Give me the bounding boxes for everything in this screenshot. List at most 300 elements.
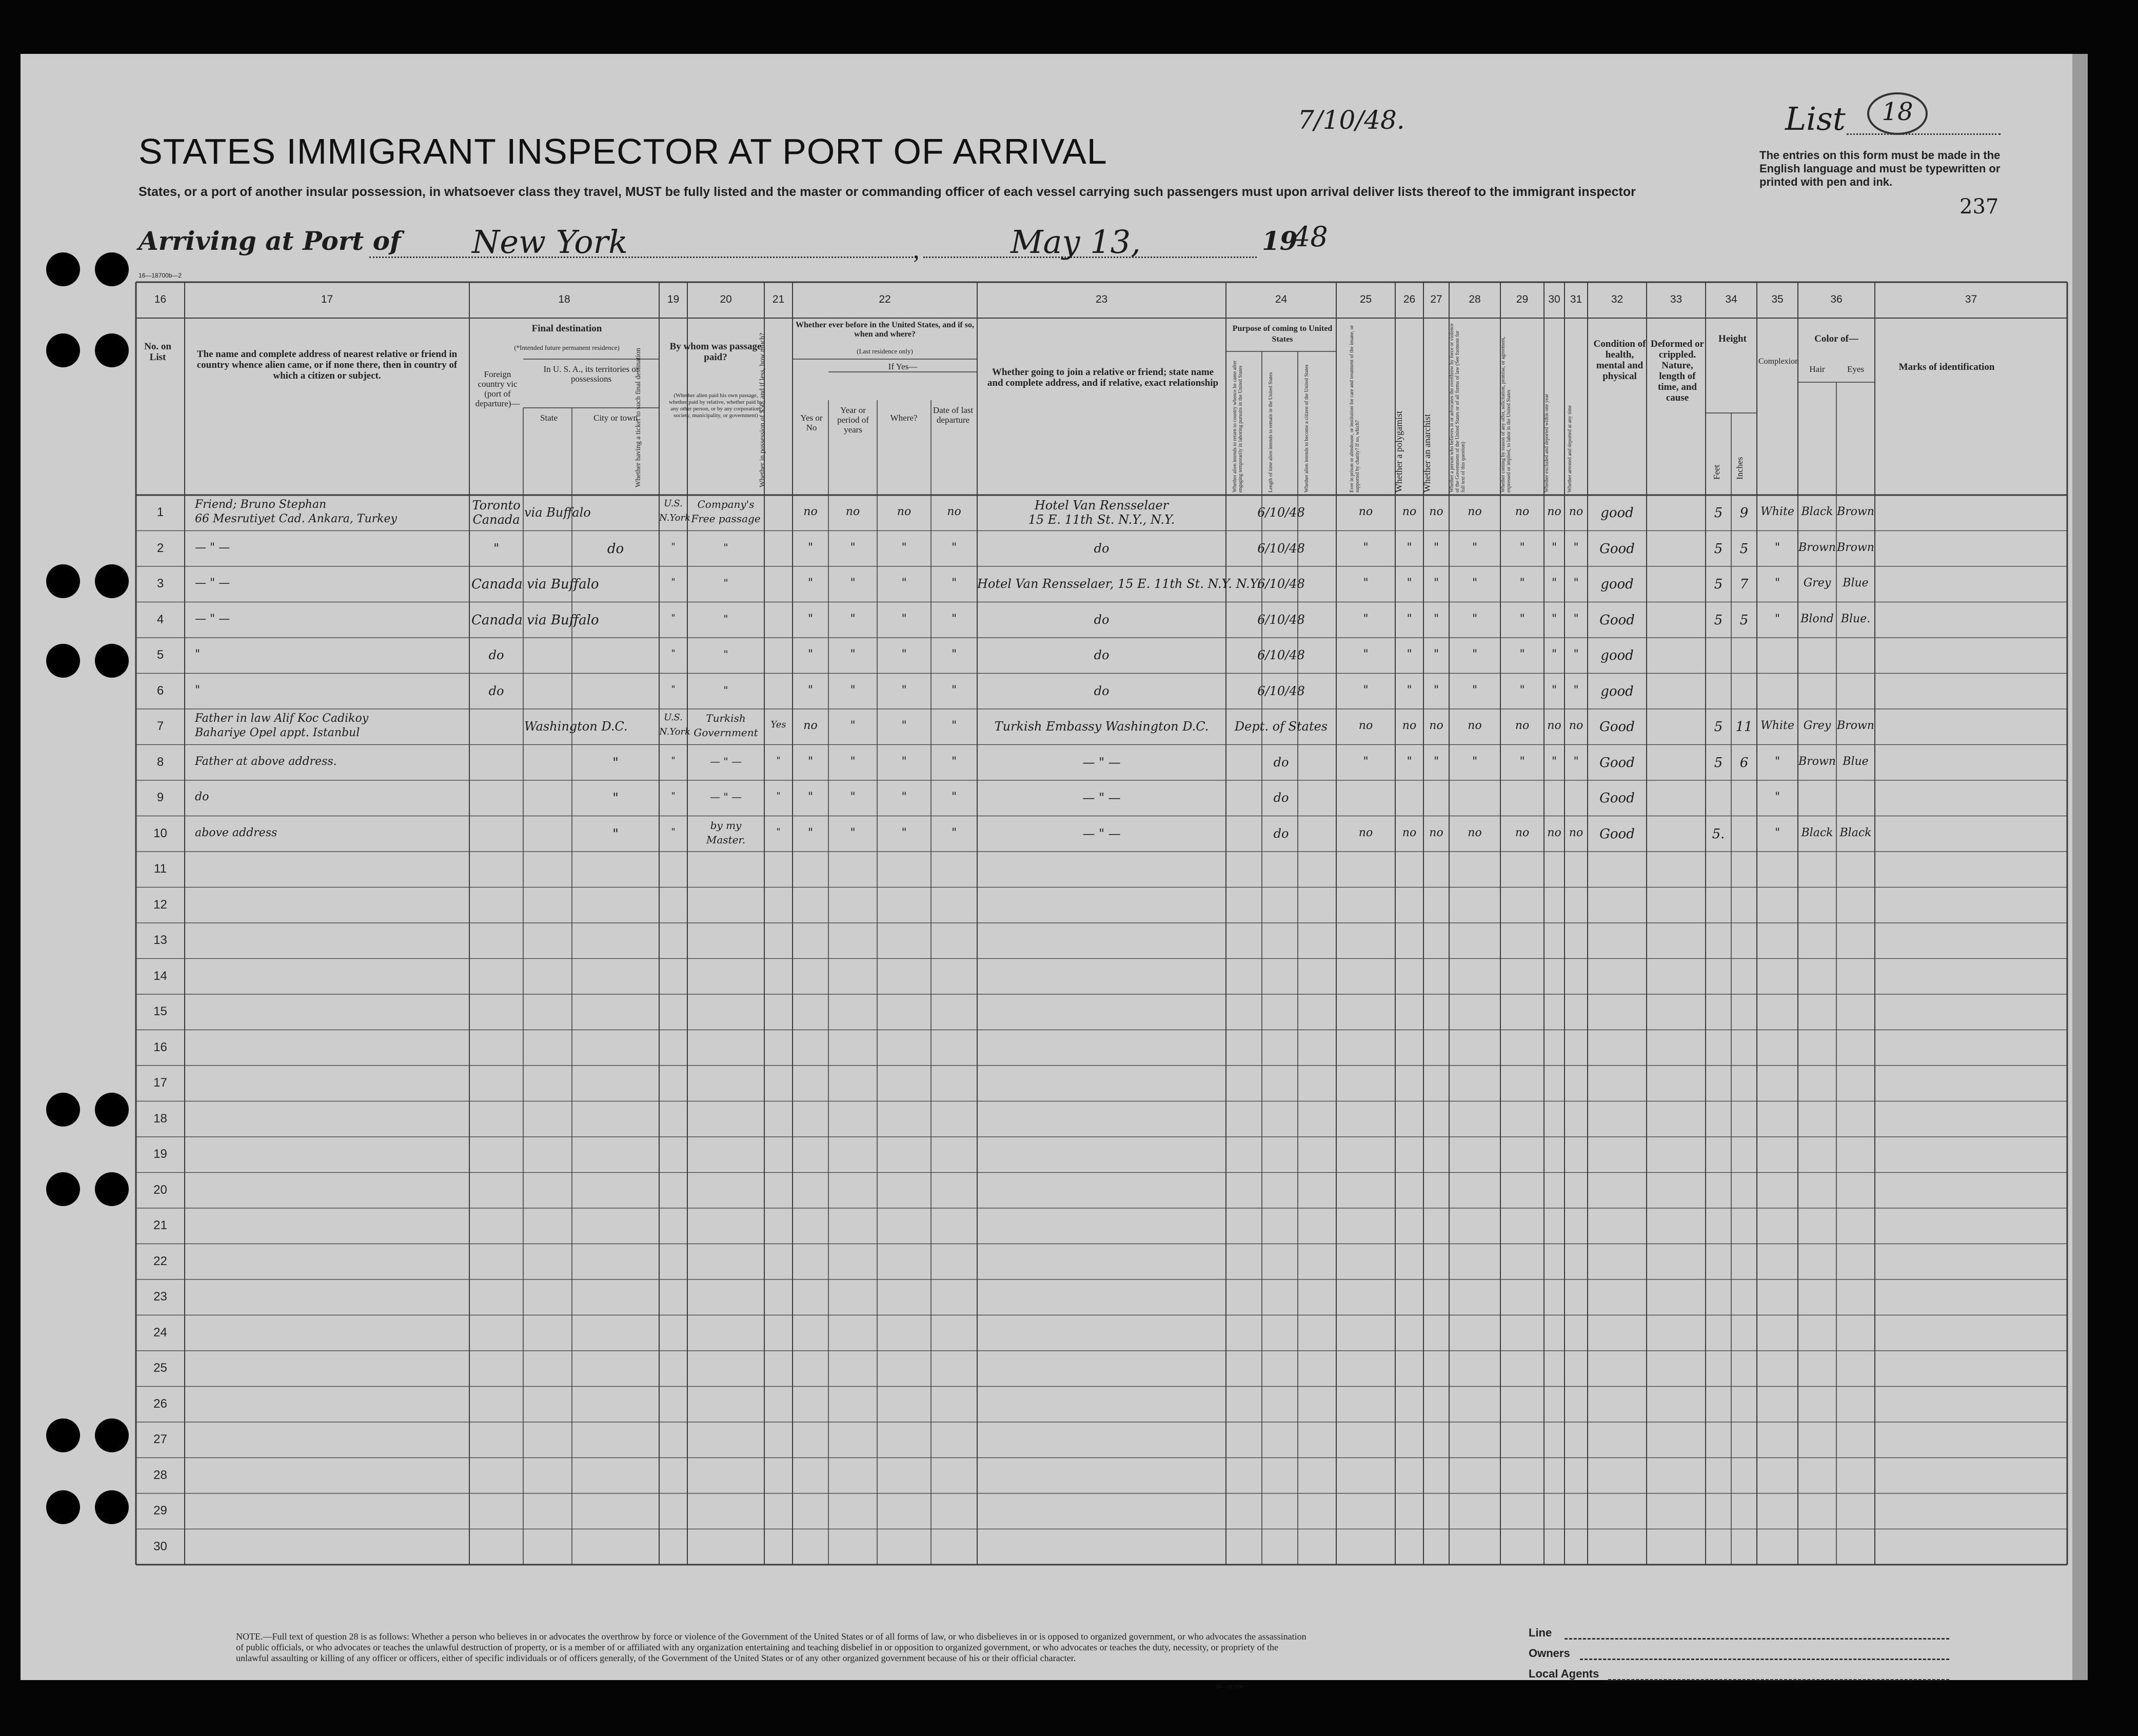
question-30: no — [1547, 826, 1561, 839]
question-29: " — [1519, 683, 1525, 697]
footer-form-code: 16—18700b — [1216, 1684, 1244, 1690]
purpose: do — [1273, 755, 1289, 770]
row-number: 6 — [156, 683, 164, 698]
column-number: 23 — [1095, 293, 1108, 305]
binder-hole — [46, 1172, 80, 1206]
eye-color: Blue. — [1840, 612, 1871, 625]
hair-color: Blond — [1800, 612, 1834, 625]
relative-address: — " — — [195, 612, 230, 625]
question-29: no — [1515, 826, 1530, 839]
question-31: " — [1573, 577, 1579, 589]
row-number: 19 — [153, 1147, 167, 1161]
ticket: " — [671, 648, 676, 659]
health-condition: Good — [1599, 719, 1635, 735]
header-col22-yesno: Yes or No — [800, 413, 823, 432]
arriving-label: Arriving at Port of — [138, 226, 401, 256]
previous-us-yes-no: " — [807, 648, 814, 661]
relative-address: 66 Mesrutiyet Cad. Ankara, Turkey — [195, 512, 397, 525]
column-number: 24 — [1275, 293, 1288, 305]
column-number: 30 — [1548, 293, 1560, 305]
header-col24-a: Whether alien intends to return to country whence he came after engaging temporarily in laboring pursuits in the United States — [1232, 360, 1243, 492]
question-26: " — [1407, 577, 1412, 589]
complexion: White — [1760, 719, 1794, 732]
question-28: " — [1472, 541, 1478, 554]
header-col34: Height — [1718, 333, 1747, 344]
previous-us-years: " — [850, 791, 856, 803]
form-code: 16—18700b—2 — [138, 272, 182, 279]
purpose: 6/10/48 — [1257, 577, 1305, 591]
previous-us-yes-no: no — [803, 505, 818, 518]
eye-color: Brown — [1837, 541, 1874, 554]
header-col28: Whether a person who believes in or advocates the overthrow by force or violence of the Government of the United States or of all forms of law (See footnote for full text of this question) — [1449, 323, 1466, 492]
height-feet: 5 — [1714, 612, 1723, 628]
purpose: 6/10/48 — [1257, 683, 1305, 698]
binder-hole — [46, 1490, 80, 1524]
health-condition: good — [1600, 577, 1634, 592]
question-28: " — [1472, 648, 1478, 661]
previous-us-departure: " — [951, 683, 957, 697]
complexion: " — [1774, 826, 1780, 839]
relative-address: — " — — [195, 541, 230, 554]
column-number: 28 — [1469, 293, 1481, 305]
question-31: " — [1573, 755, 1579, 768]
header-col18-city: City or town — [593, 413, 638, 423]
previous-us-years: " — [850, 826, 856, 839]
passage-paid-by: " — [723, 577, 728, 589]
row-number: 3 — [156, 577, 164, 590]
joining-relative: — " — — [1082, 826, 1121, 841]
ticket: " — [671, 683, 676, 695]
relative-address: Friend; Bruno Stephan — [195, 498, 327, 511]
question-26: " — [1407, 612, 1412, 625]
header-col31: Whether arrested and deported at any time — [1567, 405, 1573, 492]
ticket: U.S. — [664, 498, 683, 509]
column-number: 35 — [1771, 293, 1784, 305]
previous-us-departure: " — [951, 791, 957, 803]
previous-us-where: " — [901, 541, 907, 554]
previous-us-where: " — [901, 577, 907, 589]
header-col35: Complexion — [1758, 357, 1799, 366]
foreign-destination: do — [488, 648, 504, 662]
passage-paid-by: by my — [710, 819, 742, 832]
relative-address: do — [195, 791, 209, 803]
previous-us-yes-no: " — [807, 755, 814, 768]
height-inches: 6 — [1739, 755, 1749, 771]
purpose: 6/10/48 — [1257, 541, 1305, 556]
question-28: no — [1468, 826, 1482, 839]
previous-us-years: no — [845, 505, 860, 518]
foreign-destination: Canada via Buffalo — [471, 577, 599, 592]
relative-address: Father in law Alif Koc Cadikoy — [195, 712, 369, 725]
form-title: STATES IMMIGRANT INSPECTOR AT PORT OF ARRIVAL — [138, 131, 1107, 171]
ticket: " — [671, 541, 676, 552]
relative-address: Bahariye Opel appt. Istanbul — [195, 726, 360, 739]
ticket: " — [671, 577, 676, 587]
row-number: 15 — [153, 1004, 167, 1018]
height-inches: 9 — [1739, 505, 1749, 521]
complexion: " — [1774, 755, 1780, 768]
previous-us-departure: " — [951, 541, 957, 554]
binder-hole — [46, 1093, 80, 1127]
joining-relative: do — [1094, 612, 1110, 627]
previous-us-departure: " — [951, 648, 957, 661]
joining-relative: — " — — [1082, 791, 1121, 805]
row-number: 9 — [156, 791, 164, 804]
ticket: " — [671, 826, 676, 837]
header-col21: Whether in possession of $50, and if less, how much? — [759, 332, 766, 487]
row-number: 23 — [153, 1290, 167, 1304]
question-25: " — [1363, 648, 1369, 661]
eye-color: Brown — [1837, 719, 1874, 732]
header-col20-note: (Whether alien paid his own passage, whether paid by relative, whether paid by any other person, or by any corporation, society, municipality, or government) — [669, 392, 763, 419]
row-number: 20 — [153, 1182, 167, 1197]
row-number: 14 — [153, 969, 167, 983]
complexion: " — [1774, 541, 1780, 554]
question-28: no — [1468, 505, 1482, 518]
previous-us-where: " — [901, 826, 907, 839]
previous-us-years: " — [850, 683, 856, 697]
money-50: " — [776, 826, 781, 837]
header-col16: No. on List — [144, 341, 171, 363]
ticket: " — [671, 612, 676, 623]
question-26: no — [1402, 505, 1417, 518]
money-50: " — [776, 755, 781, 766]
money-50: Yes — [770, 719, 786, 730]
row-number: 21 — [153, 1218, 167, 1232]
row-number: 7 — [156, 719, 164, 733]
previous-us-years: " — [850, 577, 856, 589]
health-condition: good — [1600, 683, 1634, 699]
row-number: 18 — [153, 1111, 167, 1126]
passage-paid-by: Free passage — [691, 512, 761, 525]
question-30: " — [1551, 648, 1557, 661]
header-col36-hair: Hair — [1809, 364, 1825, 374]
binder-hole — [95, 333, 129, 367]
passage-paid-by: — " — — [710, 791, 742, 803]
question-29: " — [1519, 612, 1525, 625]
port-name: New York — [472, 223, 628, 261]
height-feet: 5 — [1714, 719, 1723, 735]
previous-us-departure: " — [951, 826, 957, 839]
health-condition: Good — [1599, 541, 1635, 557]
header-col24-b: Length of time alien intends to remain in the United States — [1268, 372, 1274, 492]
relative-address: — " — — [195, 577, 230, 589]
passage-paid-by: " — [723, 541, 728, 554]
purpose: do — [1273, 791, 1289, 805]
question-29: " — [1519, 577, 1525, 589]
final-destination: " — [612, 826, 619, 842]
binder-hole — [95, 252, 129, 286]
header-col19: Whether having a ticket to such final destination — [635, 348, 642, 487]
year-prefix: 19 — [1262, 226, 1298, 256]
foreign-destination: Canada — [472, 512, 520, 527]
handwritten-date: 7/10/48. — [1298, 105, 1405, 135]
question-29: " — [1519, 541, 1525, 554]
header-col22: Whether ever before in the United States, and if so, when and where? — [796, 321, 974, 339]
header-col32: Condition of health, mental and physical — [1593, 339, 1646, 382]
row-number: 16 — [153, 1040, 167, 1054]
question-29: no — [1515, 719, 1530, 732]
binder-hole — [95, 1093, 129, 1127]
column-number: 21 — [772, 293, 785, 305]
question-27: " — [1433, 755, 1439, 768]
question-27: " — [1433, 577, 1439, 589]
purpose: 6/10/48 — [1257, 505, 1305, 520]
question-30: " — [1551, 541, 1557, 554]
previous-us-years: " — [850, 648, 856, 661]
height-feet: 5 — [1714, 577, 1723, 592]
health-condition: good — [1600, 505, 1634, 521]
joining-relative: 15 E. 11th St. N.Y., N.Y. — [1028, 512, 1175, 527]
question-31: " — [1573, 648, 1579, 661]
purpose: 6/10/48 — [1257, 648, 1305, 662]
ticket: " — [671, 791, 676, 801]
relative-address: " — [195, 683, 201, 697]
row-number: 29 — [153, 1504, 167, 1517]
row-number: 1 — [156, 505, 164, 519]
binder-hole — [95, 644, 129, 678]
column-number: 31 — [1570, 293, 1582, 305]
previous-us-where: " — [901, 612, 907, 625]
row-number: 25 — [153, 1361, 167, 1375]
form-subtitle: States, or a port of another insular possession, in whatsoever class they travel, MUST be fully listed and the master or commanding officer of each vessel carrying such passengers must upon arrival deliver lists thereof to the immigrant inspector — [138, 185, 1636, 199]
comma: , — [913, 235, 920, 264]
header-col22-where: Where? — [890, 413, 918, 423]
passage-paid-by: Company's — [697, 498, 755, 510]
column-number: 26 — [1403, 293, 1416, 305]
header-col20: By whom was passage paid? — [669, 341, 762, 363]
header-col23: Whether going to join a relative or friend; state name and complete address, and if relative, exact relationship — [987, 367, 1219, 388]
question-30: " — [1551, 755, 1557, 768]
eye-color: Blue — [1843, 577, 1869, 589]
hair-color: Grey — [1803, 719, 1831, 732]
header-col22-ifyes: If Yes— — [888, 362, 918, 371]
instructions-note: The entries on this form must be made in the English language and must be typewritten or printed with pen and ink. — [1759, 149, 2001, 188]
question-28: no — [1468, 719, 1482, 732]
health-condition: Good — [1599, 826, 1635, 842]
passage-paid-by: Turkish — [706, 712, 746, 724]
question-31: no — [1569, 719, 1583, 732]
row-number: 28 — [153, 1468, 167, 1482]
header-col18-foreign: Foreign country vic (port of departure)— — [475, 369, 520, 408]
column-number: 25 — [1359, 293, 1372, 305]
footnote-q28: NOTE.—Full text of question 28 is as follows: Whether a person who believes in or advocates the overthrow by force or violence of the Government of the United States or of all forms of law, or who disbelieves in or is opposed to organized government, or who advocates the assassination of public officials, or who advocates or teaches the unlawful destruction of property, or is a member of or affiliated with any organization entertaining and teaching disbelief in or opposition to organized government, or who advocates or teaches the duty, necessity, or propriety of the unlawful assaulting or killing of any officer or officers, either of specific individuals or of officers generally, of the Government of the United States or of any other organized government because of his or their official character. — [236, 1631, 1306, 1663]
row-number: 12 — [153, 897, 167, 912]
final-destination: via Buffalo — [524, 505, 591, 520]
header-col18: Final destination — [531, 323, 602, 334]
question-27: no — [1429, 826, 1443, 839]
ticket: " — [671, 755, 676, 766]
header-col18-usa: In U. S. A., its territories or possessions — [543, 364, 639, 384]
header-col18-state: State — [540, 413, 558, 423]
year-suffix: 48 — [1293, 221, 1328, 253]
passage-paid-by: " — [723, 648, 728, 660]
previous-us-departure: " — [951, 719, 957, 732]
column-number: 29 — [1516, 293, 1529, 305]
previous-us-where: " — [901, 791, 907, 803]
column-number: 27 — [1430, 293, 1442, 305]
question-27: " — [1433, 683, 1439, 697]
joining-relative: Hotel Van Rensselaer — [1034, 498, 1169, 512]
question-25: no — [1358, 505, 1373, 518]
row-number: 11 — [154, 862, 167, 876]
joining-relative: Turkish Embassy Washington D.C. — [994, 719, 1209, 734]
local-agents-field — [1608, 1679, 1949, 1681]
question-25: " — [1363, 577, 1369, 589]
height-feet: 5 — [1714, 755, 1723, 771]
question-28: " — [1472, 683, 1478, 697]
column-number: 32 — [1611, 293, 1624, 305]
question-26: " — [1407, 648, 1412, 661]
row-number: 22 — [153, 1254, 167, 1268]
previous-us-where: " — [901, 683, 907, 697]
joining-relative: do — [1094, 541, 1110, 556]
question-26: " — [1407, 541, 1412, 554]
question-31: no — [1569, 826, 1583, 839]
question-25: no — [1358, 719, 1373, 732]
list-label: List — [1785, 100, 1846, 137]
passage-paid-by: " — [723, 683, 728, 696]
binder-hole — [95, 1172, 129, 1206]
row-number: 17 — [153, 1076, 167, 1090]
final-destination: " — [612, 755, 619, 771]
header-col29: Whether coming by reason of any offer, solicitation, promise, or agreement, expressed or implied, to labor in the United States — [1500, 337, 1512, 492]
purpose: Dept. of States — [1234, 719, 1328, 734]
previous-us-yes-no: " — [807, 541, 814, 554]
hair-color: Black — [1801, 826, 1833, 839]
header-col22-departure: Date of last departure — [933, 405, 974, 425]
previous-us-yes-no: " — [807, 612, 814, 625]
passage-paid-by: " — [723, 612, 728, 625]
hair-color: Grey — [1803, 577, 1831, 589]
previous-us-where: no — [897, 505, 912, 518]
previous-us-yes-no: " — [807, 577, 814, 589]
foreign-destination: do — [488, 683, 504, 698]
question-28: " — [1472, 577, 1478, 589]
question-31: " — [1573, 683, 1579, 697]
question-31: " — [1573, 612, 1579, 625]
purpose: do — [1273, 826, 1289, 841]
owners-field — [1580, 1659, 1949, 1660]
joining-relative: — " — — [1082, 755, 1121, 770]
header-col30: Whether excluded and deported within one year — [1544, 393, 1550, 492]
money-50: " — [776, 791, 781, 801]
header-col36: Color of— — [1814, 333, 1858, 344]
eye-color: Blue — [1843, 755, 1869, 768]
column-number: 33 — [1670, 293, 1682, 305]
eye-color: Black — [1839, 826, 1872, 839]
column-number: 36 — [1830, 293, 1843, 305]
eye-color: Brown — [1837, 505, 1874, 518]
relative-address: Father at above address. — [195, 755, 337, 768]
question-25: no — [1358, 826, 1373, 839]
column-number: 22 — [879, 293, 891, 305]
height-feet: 5 — [1714, 541, 1723, 557]
ticket: N.York — [659, 512, 690, 523]
row-number: 10 — [153, 826, 167, 840]
local-agents-label: Local Agents — [1529, 1667, 1599, 1680]
binder-hole — [46, 644, 80, 678]
header-col36-eyes: Eyes — [1847, 364, 1865, 374]
row-number: 30 — [153, 1539, 167, 1553]
header-col22-note: (Last residence only) — [857, 347, 913, 355]
question-30: no — [1547, 719, 1561, 732]
binder-hole — [95, 564, 129, 598]
header-col27: Whether an anarchist — [1422, 414, 1432, 492]
row-number: 8 — [156, 755, 164, 769]
header-col24-c: Whether alien intends to become a citizen of the United States — [1304, 364, 1310, 492]
header-col22-years: Year or period of years — [837, 405, 869, 435]
row-number: 13 — [153, 933, 167, 947]
binder-hole — [95, 1418, 129, 1452]
question-31: " — [1573, 541, 1579, 554]
hair-color: Black — [1801, 505, 1833, 518]
relative-address: " — [195, 648, 201, 661]
column-number: 17 — [321, 293, 333, 305]
passage-paid-by: — " — — [710, 755, 742, 767]
passage-paid-by: Master. — [706, 833, 746, 846]
column-number: 18 — [558, 293, 570, 305]
question-25: " — [1363, 755, 1369, 768]
joining-relative: do — [1094, 683, 1110, 698]
height-inches: 7 — [1739, 577, 1749, 592]
header-col26: Whether a polygamist — [1394, 411, 1404, 492]
question-27: no — [1429, 719, 1443, 732]
height-inches: 11 — [1735, 719, 1753, 735]
height-inches: 5 — [1739, 541, 1749, 557]
previous-us-where: " — [901, 755, 907, 768]
foreign-destination: Canada via Buffalo — [471, 612, 599, 628]
complexion: " — [1774, 791, 1780, 803]
previous-us-yes-no: " — [807, 826, 814, 839]
question-27: no — [1429, 505, 1443, 518]
height-inches: 5 — [1739, 612, 1749, 628]
header-col34-inches: Inches — [1735, 457, 1745, 480]
hair-color: Brown — [1798, 755, 1836, 768]
line-field — [1565, 1638, 1949, 1640]
line-label: Line — [1529, 1626, 1552, 1639]
passage-paid-by: Government — [694, 726, 758, 739]
binder-hole — [95, 1490, 129, 1524]
question-27: " — [1433, 541, 1439, 554]
previous-us-yes-no: no — [803, 719, 818, 732]
joining-relative: Hotel Van Rensselaer, 15 E. 11th St. N.Y. N.Y. — [977, 577, 1261, 591]
binder-hole — [46, 564, 80, 598]
foreign-destination: Toronto — [472, 498, 521, 512]
row-number: 24 — [153, 1325, 167, 1339]
question-26: no — [1402, 719, 1417, 732]
header-col24: Purpose of coming to United States — [1232, 324, 1333, 344]
question-28: " — [1472, 612, 1478, 625]
complexion: " — [1774, 612, 1780, 625]
question-26: " — [1407, 755, 1412, 768]
previous-us-departure: " — [951, 612, 957, 625]
ticket: N.York — [659, 726, 690, 737]
arrival-date: May 13, — [1011, 223, 1141, 261]
question-29: " — [1519, 755, 1525, 768]
previous-us-years: " — [850, 612, 856, 625]
header-col17: The name and complete address of nearest relative or friend in country whence alien came, or if none there, then in country of which a citizen or subject. — [196, 349, 458, 381]
question-27: " — [1433, 648, 1439, 661]
row-number: 2 — [156, 541, 164, 555]
header-col18-note: (*Intended future permanent residence) — [514, 344, 620, 351]
column-number: 37 — [1965, 293, 1977, 305]
question-30: " — [1551, 612, 1557, 625]
question-25: " — [1363, 541, 1369, 554]
foreign-destination: " — [493, 541, 500, 556]
height-feet: 5. — [1712, 826, 1725, 842]
header-col37: Marks of identification — [1898, 362, 1995, 372]
